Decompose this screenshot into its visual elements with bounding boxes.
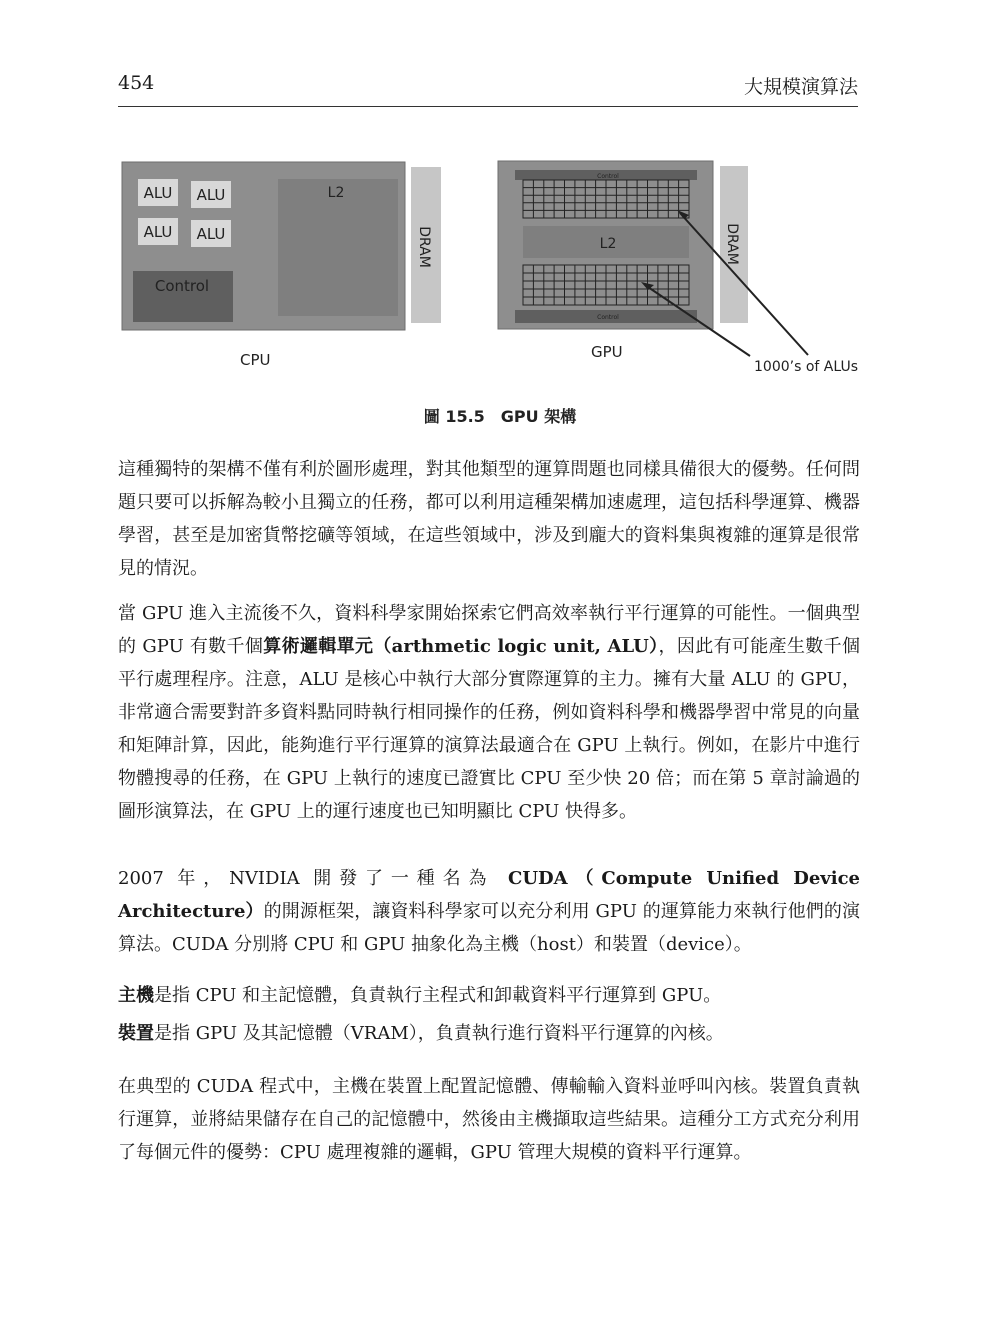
gpu-top-control-label: Control (597, 173, 619, 180)
alu-term: 算術邏輯單元（arthmetic logic unit, ALU） (263, 636, 659, 657)
paragraph-3-text-a: 2007 年，NVIDIA 開發了一種名為 (118, 868, 508, 889)
figure-15-5 (118, 155, 863, 385)
paragraph-device (118, 1017, 860, 1050)
gpu-bottom-control-label: Control (597, 314, 619, 321)
cpu-alu-3-label: ALU (143, 223, 173, 241)
cpu-alu-1-label: ALU (143, 184, 173, 202)
page-header (118, 72, 858, 107)
host-term: 主機 (118, 985, 154, 1006)
cpu-control-label: Control (154, 277, 210, 295)
figure-caption: 圖 15.5 GPU 架構 (423, 407, 577, 426)
cuda-term: CUDA（Compute Unified Device Architecture） (118, 868, 861, 922)
cpu-alu-2-label: ALU (196, 186, 226, 204)
gpu-dram-label: DRAM (724, 223, 740, 265)
cpu-caption: CPU (240, 351, 271, 369)
book-title: 大規模演算法 (743, 76, 858, 98)
paragraph-3 (118, 862, 860, 961)
alu-annotation: 1000’s of ALUs (754, 359, 858, 375)
paragraph-2-text-a: 當 GPU 進入主流後不久，資料科學家開始探索它們高效率執行平行運算的可能性。一個典型的 GPU 有數千個 (118, 603, 860, 657)
paragraph-host (118, 979, 860, 1012)
paragraph-6: 在典型的 CUDA 程式中，主機在裝置上配置記憶體、傳輸輸入資料並呼叫內核。裝置負責執行運算，並將結果儲存在自己的記憶體中，然後由主機擷取這些結果。這種分工方式充分利用了每個元件的優勢：CPU 處理複雜的邏輯，GPU 管理大規模的資料平行運算。 (118, 1076, 860, 1163)
gpu-caption: GPU (591, 343, 623, 361)
paragraph-2-text-b: ，因此有可能產生數千個平行處理程序。注意，ALU 是核心中執行大部分實際運算的主力。擁有大量 ALU 的 GPU，非常適合需要對許多資料點同時執行相同操作的任務，例如資料科學和機器學習中常見的向量和矩陣計算，因此，能夠進行平行運算的演算法最適合在 GPU 上執行。例如，在影片中進行物體搜尋的任務，在 GPU 上執行的速度已證實比 CPU 至少快 20 倍；而在第 5 章討論過的圖形演算法，在 GPU 上的運行速度也已知明顯比 CPU 快得多。 (118, 636, 861, 822)
host-definition: 是指 CPU 和主記憶體，負責執行主程式和卸載資料平行運算到 GPU。 (154, 985, 722, 1006)
page-number: 454 (118, 72, 155, 94)
paragraph-1: 這種獨特的架構不僅有利於圖形處理，對其他類型的運算問題也同樣具備很大的優勢。任何問題只要可以拆解為較小且獨立的任務，都可以利用這種架構加速處理，這包括科學運算、機器學習，甚至是加密貨幣挖礦等領域，在這些領域中，涉及到龐大的資料集與複雜的運算是很常見的情況。 (118, 459, 860, 579)
paragraph-2 (118, 597, 860, 828)
architecture-diagram (118, 155, 863, 385)
gpu-l2-label: L2 (599, 236, 617, 252)
paragraph-3-text-b: 的開源框架，讓資料科學家可以充分利用 GPU 的運算能力來執行他們的演算法。CUDA 分別將 CPU 和 GPU 抽象化為主機（host）和裝置（device）。 (118, 901, 860, 955)
cpu-dram-label: DRAM (416, 226, 432, 268)
device-definition: 是指 GPU 及其記憶體（VRAM），負責執行進行資料平行運算的內核。 (154, 1023, 724, 1044)
cpu-l2-label: L2 (327, 185, 345, 201)
cpu-alu-4-label: ALU (196, 225, 226, 243)
device-term: 裝置 (118, 1023, 154, 1044)
